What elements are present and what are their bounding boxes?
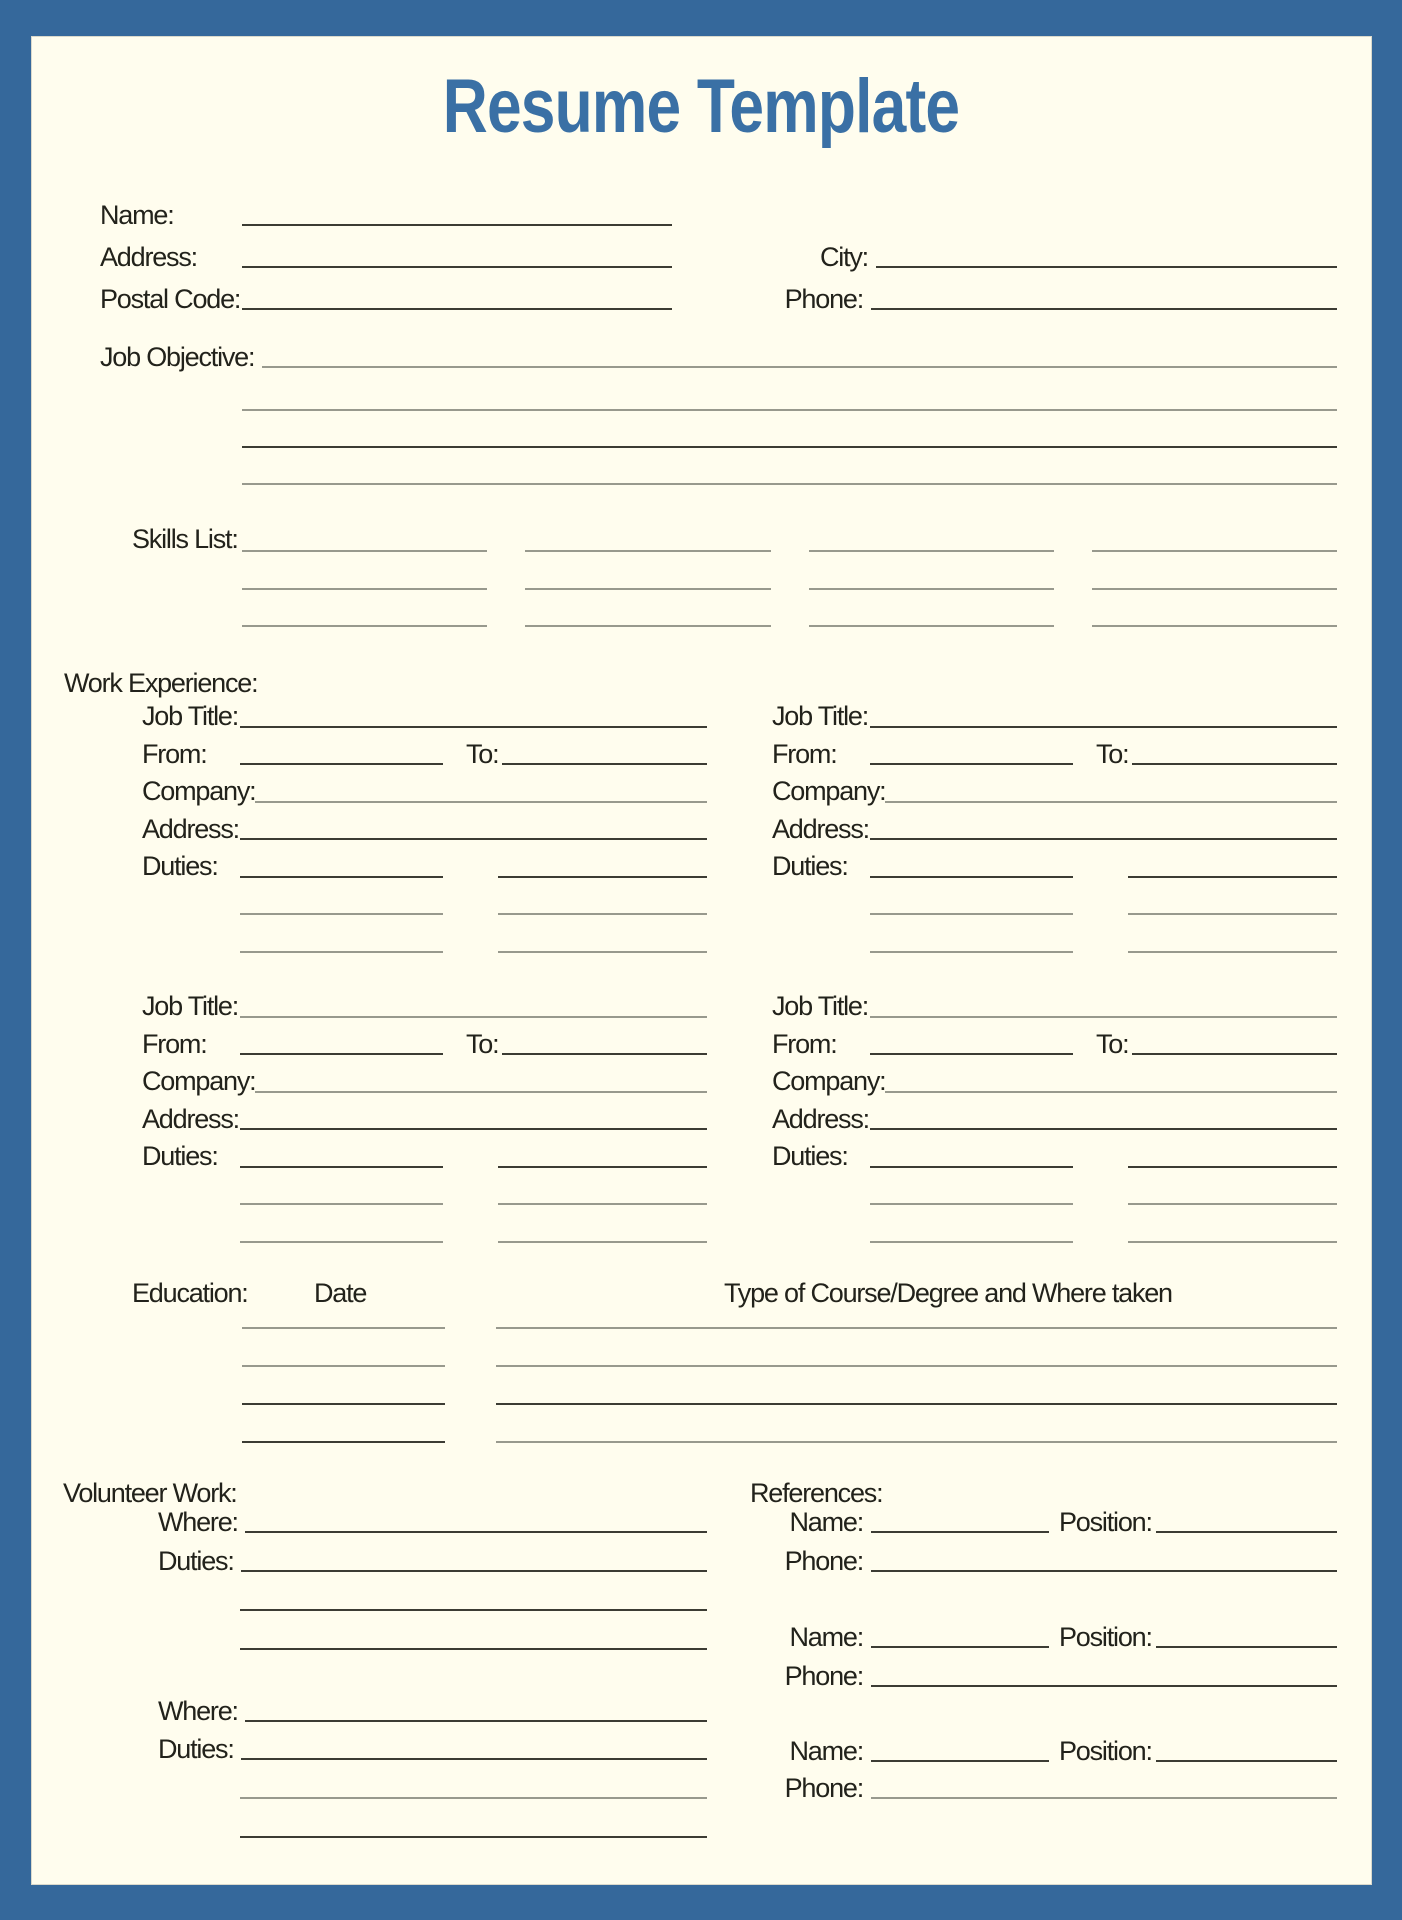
from-to-row	[142, 1018, 707, 1059]
duties-field-line[interactable]	[240, 1166, 443, 1168]
to-label: To:	[1096, 1028, 1129, 1059]
duties-extra-line[interactable]	[870, 1241, 1073, 1243]
duties-extra-line[interactable]	[240, 1241, 443, 1243]
job-block	[772, 980, 1337, 1243]
from-field-line[interactable]	[870, 763, 1073, 765]
skills-field-line[interactable]	[809, 625, 1054, 627]
reference-phone-row	[780, 1653, 1337, 1691]
job-title-row	[772, 690, 1337, 732]
job-title-field-line[interactable]	[870, 1016, 1337, 1018]
reference-position-label: Position:	[1059, 1621, 1152, 1652]
job-objective-label: Job Objective:	[100, 341, 255, 372]
job-address-row	[772, 1093, 1337, 1134]
volunteer-where-row	[158, 1499, 707, 1537]
duties-extra-line[interactable]	[240, 913, 443, 915]
duties-extra-row	[142, 1205, 707, 1243]
duties-extra-row	[772, 1205, 1337, 1243]
job-address-label: Address:	[142, 1103, 239, 1134]
volunteer-extra-line[interactable]	[240, 1797, 707, 1799]
education-date-line[interactable]	[242, 1441, 445, 1443]
name-row	[100, 192, 672, 230]
job-title-row	[142, 980, 707, 1022]
company-row	[142, 1055, 707, 1097]
duties-extra-line[interactable]	[498, 1203, 707, 1205]
reference-position-label: Position:	[1059, 1735, 1152, 1766]
job-address-field-line[interactable]	[870, 838, 1337, 840]
references-label: References:	[750, 1478, 883, 1508]
duties-label: Duties:	[772, 851, 848, 882]
from-to-row	[142, 728, 707, 769]
duties-extra-line[interactable]	[1128, 1241, 1337, 1243]
job-objective-extra-line[interactable]	[242, 409, 1337, 411]
volunteer-extra-line[interactable]	[240, 1648, 707, 1650]
reference-position-field-line[interactable]	[1156, 1646, 1337, 1648]
company-row	[772, 765, 1337, 807]
volunteer-work-label: Volunteer Work:	[63, 1478, 237, 1508]
from-field-line[interactable]	[870, 1053, 1073, 1055]
from-label: From:	[772, 1028, 837, 1059]
reference-position-field-line[interactable]	[1156, 1531, 1337, 1533]
duties-extra-line[interactable]	[498, 1241, 707, 1243]
job-objective-extra-line[interactable]	[242, 446, 1337, 448]
city-field-line[interactable]	[876, 266, 1337, 268]
duties-field-line[interactable]	[240, 876, 443, 878]
work-experience-label: Work Experience:	[64, 668, 258, 698]
duties-extra-line[interactable]	[498, 951, 707, 953]
duties-label: Duties:	[142, 851, 218, 882]
volunteer-duties-label: Duties:	[158, 1545, 234, 1576]
education-course-line[interactable]	[496, 1327, 1337, 1329]
job-address-row	[142, 803, 707, 844]
skills-field-line[interactable]	[242, 588, 487, 590]
reference-name-field-line[interactable]	[871, 1760, 1049, 1762]
duties-extra-line[interactable]	[870, 1203, 1073, 1205]
education-row	[242, 1333, 1337, 1367]
duties-field-line[interactable]	[1128, 1166, 1337, 1168]
job-objective-row	[100, 334, 1337, 372]
duties-field-line[interactable]	[870, 1166, 1073, 1168]
education-course-line[interactable]	[496, 1365, 1337, 1367]
to-field-line[interactable]	[502, 1053, 707, 1055]
job-title-label: Job Title:	[142, 991, 239, 1022]
page-title: Resume Template	[442, 64, 960, 149]
company-label: Company:	[142, 776, 256, 807]
phone-field-line[interactable]	[871, 308, 1337, 310]
volunteer-where-label: Where:	[158, 1506, 238, 1537]
city-label: City:	[819, 241, 868, 272]
skills-field-line[interactable]	[809, 550, 1054, 552]
job-title-label: Job Title:	[772, 991, 869, 1022]
reference-name-row	[780, 1499, 1337, 1537]
postal-code-row	[100, 276, 672, 314]
job-address-field-line[interactable]	[870, 1128, 1337, 1130]
skills-row	[242, 518, 1337, 552]
company-label: Company:	[772, 776, 886, 807]
reference-name-row	[780, 1728, 1337, 1766]
to-label: To:	[466, 1028, 499, 1059]
job-address-label: Address:	[772, 1103, 869, 1134]
skills-row	[242, 556, 1337, 590]
from-field-line[interactable]	[240, 763, 443, 765]
phone-row	[780, 276, 1337, 314]
job-title-row	[142, 690, 707, 732]
duties-field-line[interactable]	[498, 876, 707, 878]
address-label: Address:	[100, 241, 197, 272]
duties-extra-line[interactable]	[240, 1203, 443, 1205]
volunteer-duties-label: Duties:	[158, 1733, 234, 1764]
education-date-header: Date	[314, 1278, 367, 1308]
volunteer-extra-line[interactable]	[240, 1609, 707, 1611]
job-address-field-line[interactable]	[240, 1128, 707, 1130]
education-row	[242, 1371, 1337, 1405]
job-address-row	[772, 803, 1337, 844]
from-to-row	[772, 728, 1337, 769]
from-to-row	[772, 1018, 1337, 1059]
volunteer-extra-line[interactable]	[240, 1836, 707, 1838]
job-block	[142, 980, 707, 1243]
reference-name-field-line[interactable]	[871, 1531, 1049, 1533]
job-address-row	[142, 1093, 707, 1134]
skills-field-line[interactable]	[809, 588, 1054, 590]
duties-extra-line[interactable]	[1128, 913, 1337, 915]
to-label: To:	[466, 738, 499, 769]
job-block	[142, 690, 707, 953]
duties-extra-row	[772, 915, 1337, 953]
duties-label: Duties:	[142, 1141, 218, 1172]
duties-field-line[interactable]	[870, 876, 1073, 878]
job-objective-extra-line[interactable]	[242, 483, 1337, 485]
education-row	[242, 1295, 1337, 1329]
from-field-line[interactable]	[240, 1053, 443, 1055]
phone-label: Phone:	[784, 283, 863, 314]
skills-field-line[interactable]	[525, 588, 770, 590]
skills-field-line[interactable]	[1092, 625, 1337, 627]
reference-phone-field-line[interactable]	[871, 1685, 1337, 1687]
reference-phone-label: Phone:	[784, 1545, 863, 1576]
skills-field-line[interactable]	[242, 550, 487, 552]
duties-extra-row	[142, 915, 707, 953]
from-label: From:	[142, 1028, 207, 1059]
duties-row	[142, 840, 707, 882]
reference-name-field-line[interactable]	[871, 1646, 1049, 1648]
education-label: Education:	[132, 1278, 248, 1308]
education-date-line[interactable]	[242, 1403, 445, 1405]
duties-extra-row	[772, 1168, 1337, 1206]
reference-name-label: Name:	[789, 1506, 863, 1537]
company-row	[772, 1055, 1337, 1097]
postal-code-label: Postal Code:	[100, 283, 241, 314]
volunteer-where-label: Where:	[158, 1695, 238, 1726]
volunteer-duties-row	[158, 1538, 707, 1576]
job-address-field-line[interactable]	[240, 838, 707, 840]
skills-field-line[interactable]	[242, 625, 487, 627]
duties-extra-line[interactable]	[498, 913, 707, 915]
company-label: Company:	[142, 1066, 256, 1097]
skills-field-line[interactable]	[525, 625, 770, 627]
education-date-line[interactable]	[242, 1327, 445, 1329]
duties-row	[142, 1130, 707, 1172]
to-field-line[interactable]	[502, 763, 707, 765]
company-field-line[interactable]	[255, 1091, 707, 1093]
volunteer-where-field-line[interactable]	[245, 1720, 707, 1722]
company-field-line[interactable]	[255, 801, 707, 803]
company-field-line[interactable]	[885, 801, 1337, 803]
volunteer-duties-row	[158, 1726, 707, 1764]
duties-row	[772, 1130, 1337, 1172]
reference-name-label: Name:	[789, 1621, 863, 1652]
reference-phone-field-line[interactable]	[871, 1797, 1337, 1799]
duties-field-line[interactable]	[498, 1166, 707, 1168]
reference-name-row	[780, 1614, 1337, 1652]
reference-phone-label: Phone:	[784, 1772, 863, 1803]
duties-extra-row	[772, 878, 1337, 916]
skills-field-line[interactable]	[525, 550, 770, 552]
education-course-header: Type of Course/Degree and Where taken	[724, 1278, 1172, 1308]
duties-extra-line[interactable]	[870, 951, 1073, 953]
to-label: To:	[1096, 738, 1129, 769]
from-label: From:	[772, 738, 837, 769]
skills-row	[242, 593, 1337, 627]
duties-row	[772, 840, 1337, 882]
education-course-line[interactable]	[496, 1441, 1337, 1443]
job-title-label: Job Title:	[772, 701, 869, 732]
job-title-label: Job Title:	[142, 701, 239, 732]
duties-extra-line[interactable]	[1128, 1203, 1337, 1205]
education-date-line[interactable]	[242, 1365, 445, 1367]
to-field-line[interactable]	[1132, 763, 1337, 765]
job-objective-field-line[interactable]	[262, 366, 1337, 368]
job-title-field-line[interactable]	[870, 726, 1337, 728]
job-block	[772, 690, 1337, 953]
postal-code-field-line[interactable]	[242, 308, 672, 310]
job-title-field-line[interactable]	[240, 726, 707, 728]
duties-extra-line[interactable]	[240, 951, 443, 953]
name-label: Name:	[100, 199, 174, 230]
name-field-line[interactable]	[242, 224, 672, 226]
education-row	[242, 1409, 1337, 1443]
skills-field-line[interactable]	[1092, 550, 1337, 552]
company-row	[142, 765, 707, 807]
reference-position-field-line[interactable]	[1156, 1760, 1337, 1762]
education-course-line[interactable]	[496, 1403, 1337, 1405]
reference-phone-row	[780, 1765, 1337, 1803]
job-title-row	[772, 980, 1337, 1022]
from-label: From:	[142, 738, 207, 769]
job-address-label: Address:	[772, 813, 869, 844]
reference-phone-field-line[interactable]	[871, 1570, 1337, 1572]
duties-extra-row	[142, 1168, 707, 1206]
duties-extra-line[interactable]	[1128, 951, 1337, 953]
job-address-label: Address:	[142, 813, 239, 844]
company-field-line[interactable]	[885, 1091, 1337, 1093]
volunteer-where-row	[158, 1688, 707, 1726]
reference-position-label: Position:	[1059, 1506, 1152, 1537]
to-field-line[interactable]	[1132, 1053, 1337, 1055]
volunteer-duties-field-line[interactable]	[241, 1758, 707, 1760]
company-label: Company:	[772, 1066, 886, 1097]
duties-extra-row	[142, 878, 707, 916]
city-row	[800, 234, 1337, 272]
reference-phone-row	[780, 1538, 1337, 1576]
address-field-line[interactable]	[242, 266, 672, 268]
duties-field-line[interactable]	[1128, 876, 1337, 878]
address-row	[100, 234, 672, 272]
reference-phone-label: Phone:	[784, 1660, 863, 1691]
duties-extra-line[interactable]	[870, 913, 1073, 915]
volunteer-where-field-line[interactable]	[245, 1531, 707, 1533]
skills-field-line[interactable]	[1092, 588, 1337, 590]
reference-name-label: Name:	[789, 1735, 863, 1766]
skills-list-label: Skills List:	[132, 524, 238, 554]
job-title-field-line[interactable]	[240, 1016, 707, 1018]
volunteer-duties-field-line[interactable]	[241, 1570, 707, 1572]
duties-label: Duties:	[772, 1141, 848, 1172]
